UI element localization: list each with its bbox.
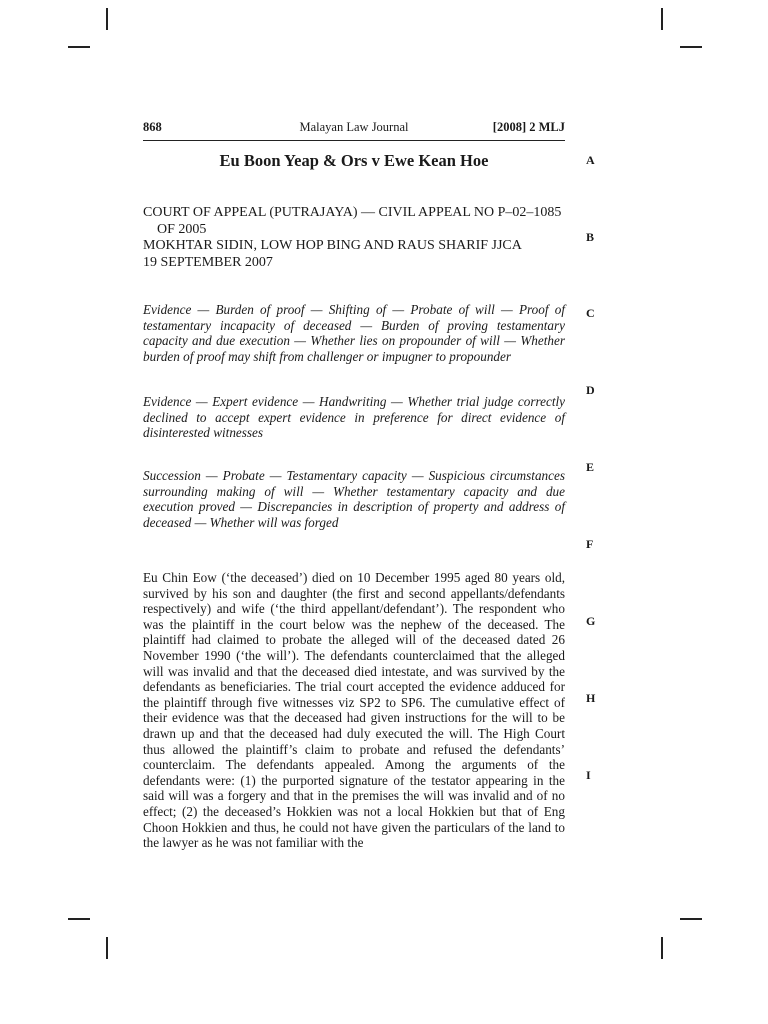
judges: MOKHTAR SIDIN, LOW HOP BING AND RAUS SHARIF JJCA: [143, 238, 522, 253]
margin-letter: F: [586, 537, 594, 551]
margin-letter: E: [586, 460, 595, 474]
margin-letter: A: [586, 153, 595, 167]
margin-letter: B: [586, 230, 595, 244]
crop-mark-top-left: [106, 8, 108, 30]
crop-mark-bottom-left: [106, 937, 108, 959]
court-line-continued: OF 2005: [157, 221, 207, 237]
crop-mark-top-right-h: [680, 46, 702, 48]
citation: [2008] 2 MLJ: [492, 120, 565, 134]
catchword-paragraph: Succession — Probate — Testamentary capacity — Suspicious circumstances surrounding making of will — Whether testamentary capacity and due execution proved — Discrepancies in description of property and address of deceased — Whether will was forged: [143, 468, 565, 530]
margin-letter: C: [586, 306, 595, 320]
catchword-paragraph: Evidence — Burden of proof — Shifting of — Probate of will — Proof of testamentary incapacity of deceased — Burden of proving testamentary capacity and due execution — Whether lies on propounder of will — Whether burden of proof may shift from challenger or impugner to propounder: [143, 302, 565, 364]
margin-letter: G: [586, 614, 596, 628]
court-line: COURT OF APPEAL (PUTRAJAYA) — CIVIL APPEAL NO P–02–1085: [143, 205, 562, 220]
crop-mark-bottom-right-h: [680, 918, 702, 920]
court-info: [143, 205, 565, 271]
margin-letter: H: [586, 691, 596, 705]
journal-name: Malayan Law Journal: [299, 120, 409, 134]
crop-mark-top-left-h: [68, 46, 90, 48]
page-number: 868: [143, 120, 162, 134]
decision-date: 19 SEPTEMBER 2007: [143, 254, 273, 270]
crop-mark-top-right: [661, 8, 663, 30]
margin-letter: I: [586, 768, 591, 782]
catchword-paragraph: Evidence — Expert evidence — Handwriting — Whether trial judge correctly declined to accept expert evidence in preference for direct evidence of disinterested witnesses: [143, 394, 565, 441]
case-title: Eu Boon Yeap & Ors v Ewe Kean Hoe: [219, 151, 489, 170]
crop-mark-bottom-left-h: [68, 918, 90, 920]
headnote-body: Eu Chin Eow (‘the deceased’) died on 10 December 1995 aged 80 years old, survived by his son and daughter (the first and second appellants/defendants respectively) and wife (‘the third appellant/defendant’). The respondent who was the plaintiff in the court below was the nephew of the deceased. The plaintiff had claimed to probate the alleged will of the deceased dated 26 November 1990 (‘the will’). The defendants counterclaimed that the alleged will was invalid and that the deceased died intestate, and was survived by the defendants as beneficiaries. The trial court accepted the evidence adduced for the plaintiff through five witnesses viz SP2 to SP6. The cumulative effect of their evidence was that the deceased had given instructions for the will to be drawn up and that the deceased had duly executed the will. The High Court thus allowed the plaintiff’s claim to probate and refused the defendants’ counterclaim. The defendants appealed. Among the arguments of the defendants were: (1) the purported signature of the testator appearing in the said will was a forgery and that in the premises the will was invalid and of no effect; (2) the deceased’s Hokkien was not a local Hokkien but that of Eng Choon Hokkien and thus, he could not have given the particulars of the land to the lawyer as he was not familiar with the: [143, 570, 565, 851]
crop-mark-bottom-right: [661, 937, 663, 959]
header-rule: [143, 140, 565, 141]
margin-letter: D: [586, 383, 595, 397]
running-header: [143, 120, 565, 138]
